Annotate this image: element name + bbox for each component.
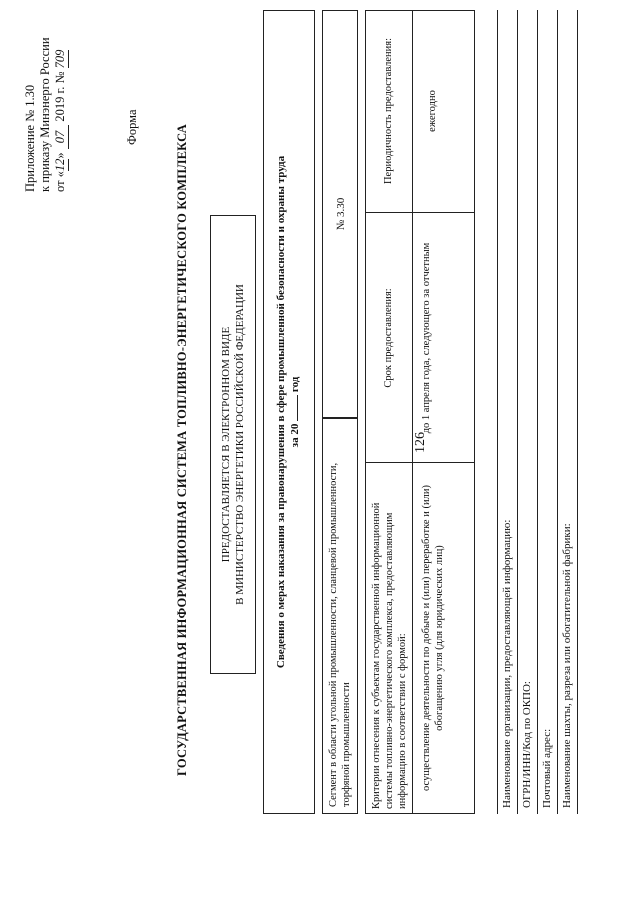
org-name-field[interactable]: Наименование организации, предоставляющей информацию:	[498, 10, 518, 814]
appendix-line-3	[53, 12, 69, 192]
report-title-box	[263, 10, 315, 814]
main-title: ГОСУДАРСТВЕННАЯ ИНФОРМАЦИОННАЯ СИСТЕМА ТОПЛИВНО-ЭНЕРГЕТИЧЕСКОГО КОМПЛЕКСА	[175, 124, 189, 776]
submission-line-2: В МИНИСТЕРСТВО ЭНЕРГЕТИКИ РОССИЙСКОЙ ФЕДЕРАЦИИ	[234, 284, 246, 605]
appendix-year: 2019 г. №	[53, 71, 67, 122]
organization-fields	[478, 10, 578, 814]
criteria-value: осуществление деятельности по добыче и (или) переработке и (или) обогащению угля (для юридических лиц)	[421, 485, 445, 791]
deadline-value: до 1 апреля года, следующего за отчетным	[421, 242, 432, 434]
form-number: № 3.30	[322, 10, 358, 418]
table-divider	[412, 11, 413, 813]
appendix-date-prefix: от «	[53, 171, 67, 192]
mine-name-field[interactable]: Наименование шахты, разреза или обогатительной фабрики:	[558, 10, 578, 814]
report-year-suffix: год	[289, 376, 301, 393]
page-number: 126	[413, 432, 428, 453]
deadline-header: Срок предоставления:	[383, 288, 394, 388]
submission-line-1: ПРЕДОСТАВЛЯЕТСЯ В ЭЛЕКТРОННОМ ВИДЕ	[220, 326, 232, 563]
report-title-line-2	[288, 11, 302, 813]
appendix-line-1: Приложение № 1.30	[23, 84, 37, 192]
rotated-document	[15, 10, 625, 880]
table-divider	[366, 462, 474, 463]
report-year-prefix: за 20	[289, 423, 301, 448]
submission-box	[210, 215, 256, 674]
periodicity-header: Периодичность предоставления:	[383, 37, 394, 185]
appendix-date-mid: »	[53, 152, 67, 159]
field-separator	[478, 10, 498, 814]
criteria-table	[365, 10, 475, 814]
periodicity-value: ежегодно	[427, 90, 438, 132]
ogrn-field[interactable]: ОГРН/ИНН/Код по ОКПО:	[518, 10, 538, 814]
segment-label: Сегмент в области угольной промышленности, сланцевой промышленности, торфяной промышленности	[322, 418, 358, 814]
appendix-day: 12	[53, 158, 67, 172]
appendix-block	[23, 12, 69, 192]
appendix-line-2: к приказу Минэнерго России	[38, 37, 52, 192]
table-divider	[366, 212, 474, 213]
criteria-header: Критерии отнесения к субъектам государственной информационной системы топливно-энергетического комплекса, предоставляющим информацию в соответствии с формой:	[371, 502, 408, 809]
appendix-order-number: 709	[53, 49, 67, 69]
segment-row	[322, 10, 358, 814]
report-title-line-1: Сведения о мерах наказания за правонарушения в сфере промышленной безопасности и охраны труда	[275, 155, 287, 669]
form-label: Форма	[125, 109, 139, 145]
appendix-month: 07	[53, 125, 69, 150]
report-year-blank[interactable]	[297, 395, 298, 421]
postal-address-field[interactable]: Почтовый адрес:	[538, 10, 558, 814]
